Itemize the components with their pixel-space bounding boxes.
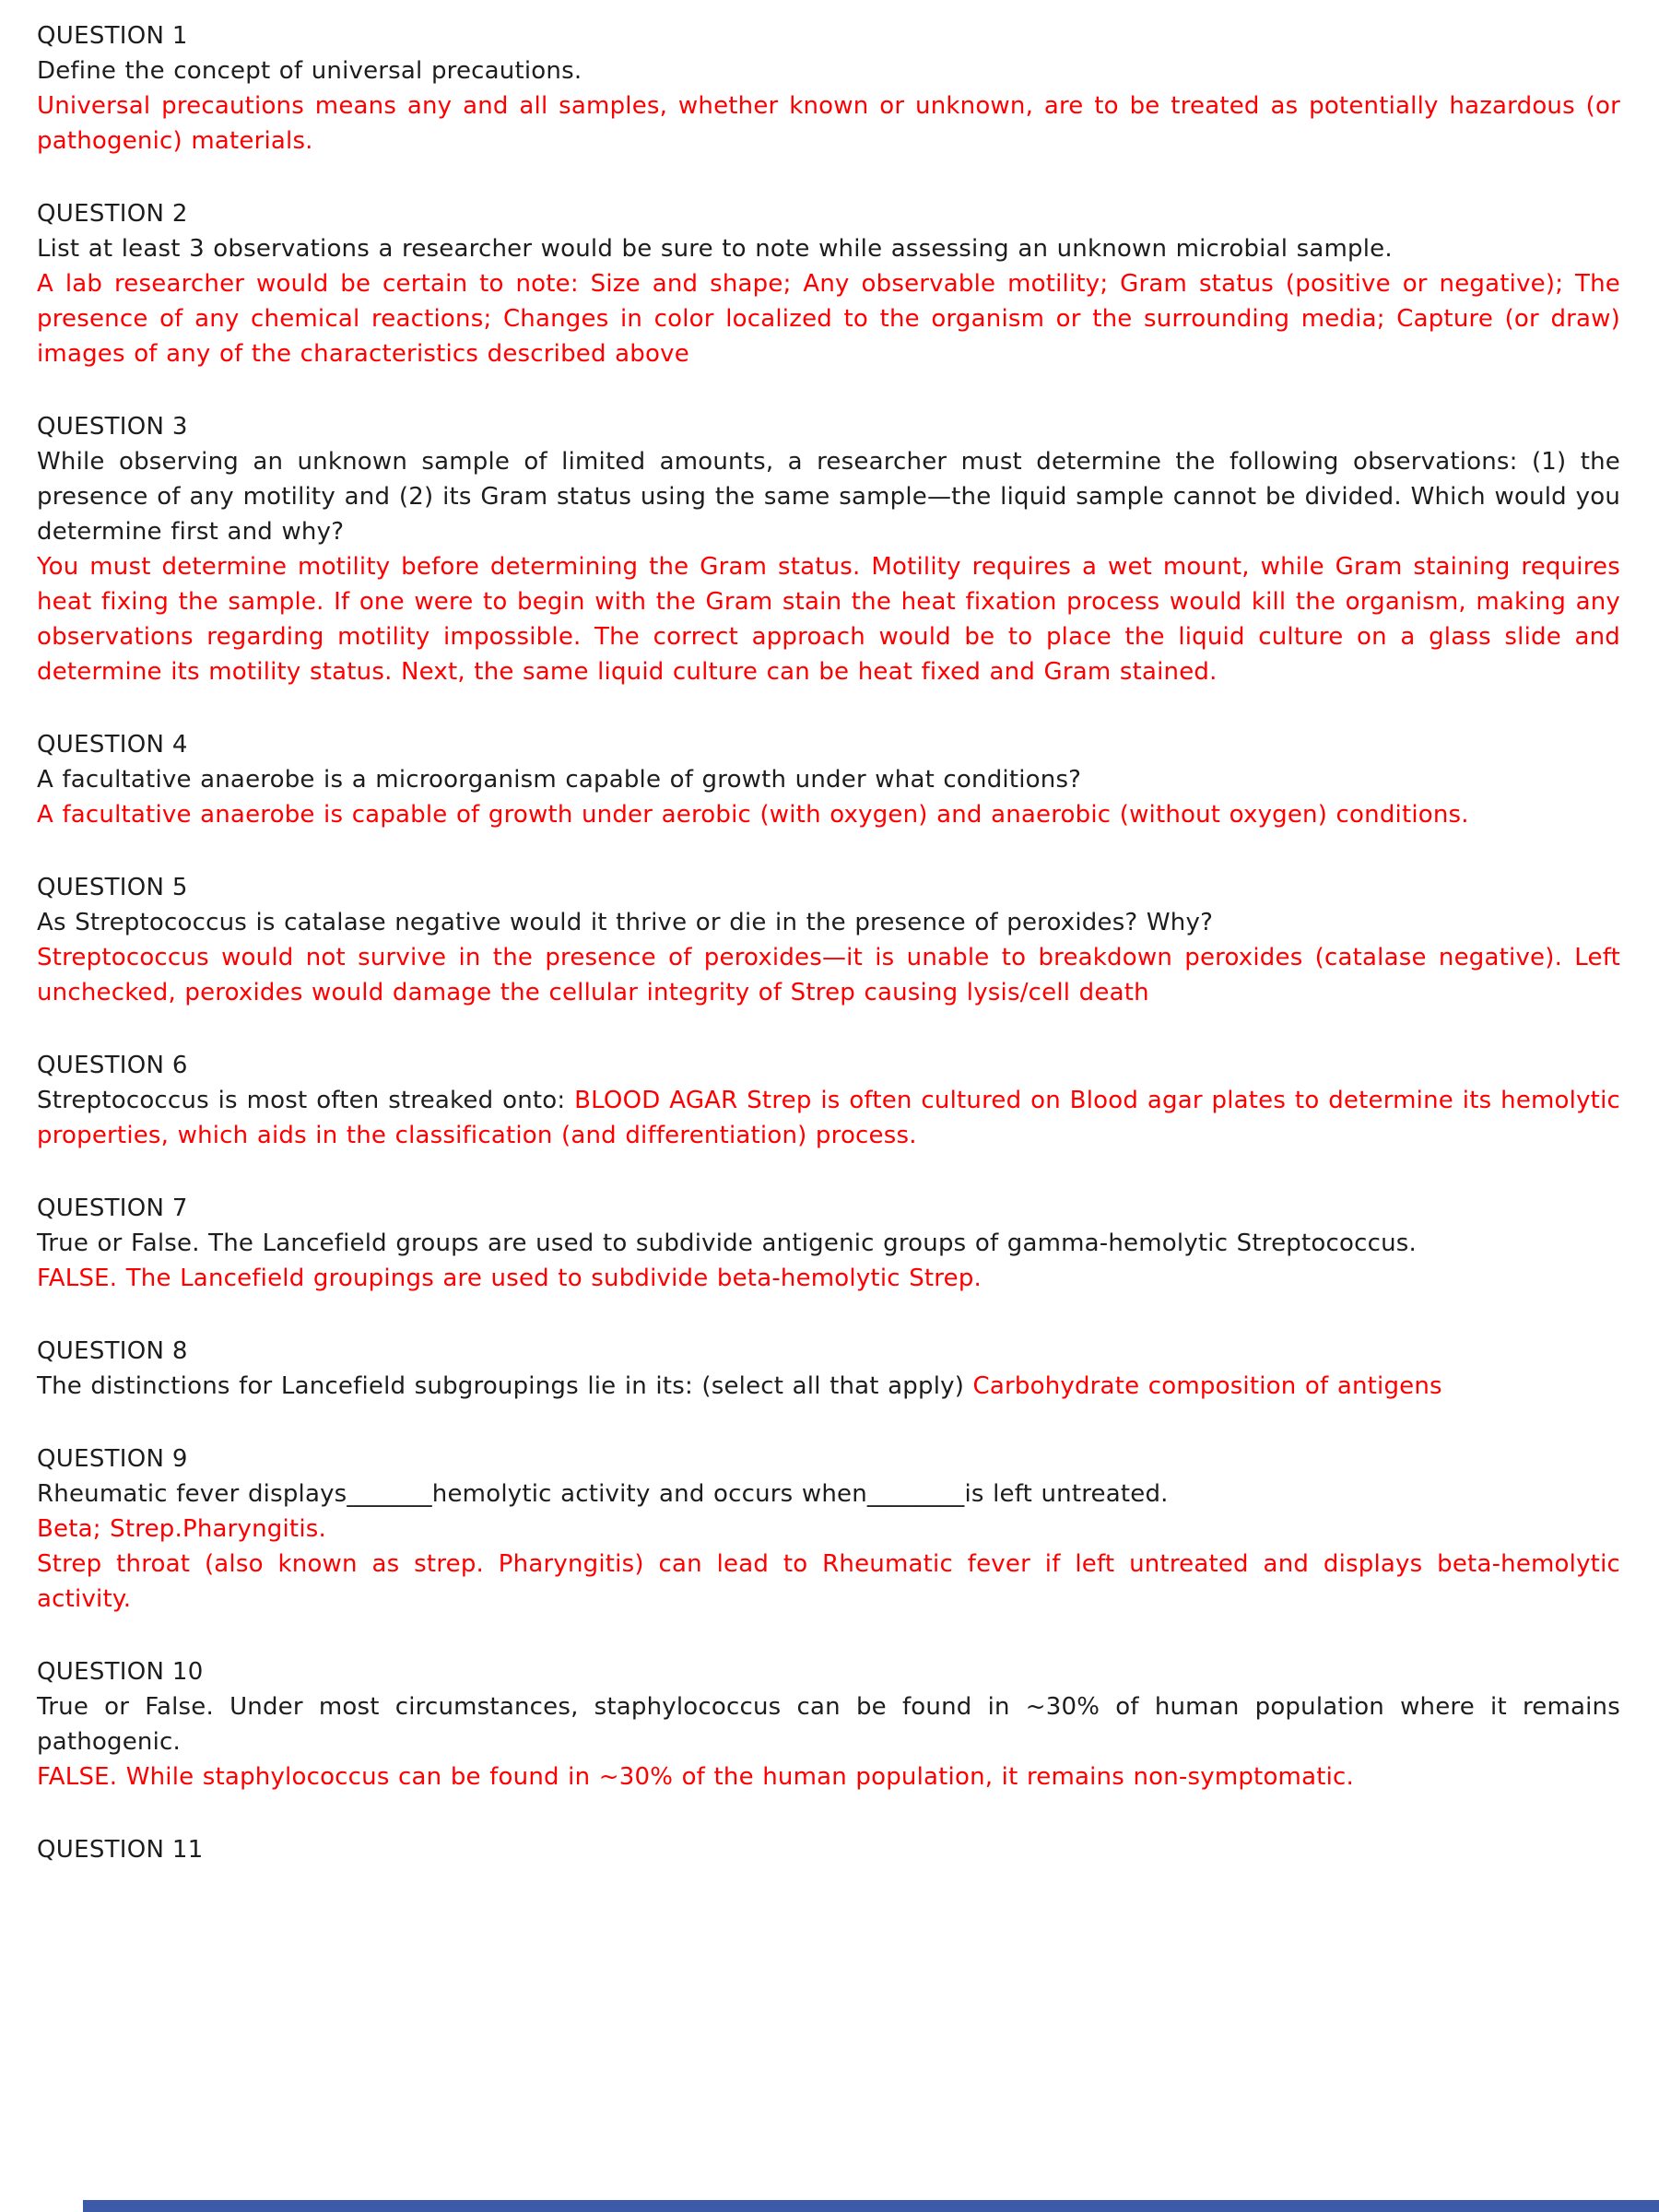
text-block [37, 1083, 1620, 1153]
question-label: QUESTION 11 [37, 1836, 204, 1864]
text-block [37, 549, 1620, 689]
question-text: A facultative anaerobe is a microorganism capable of growth under what conditions? [37, 766, 1082, 794]
answer-text: Strep throat (also known as strep. Pharyngitis) can lead to Rheumatic fever if left untreated and displays beta-hemolytic activity. [37, 1550, 1620, 1613]
answer-text: A lab researcher would be certain to note: Size and shape; Any observable motility; Gram status (positive or negative); The presence of any chemical reactions; Changes in color localized to the organism or the surrounding media; Capture (or draw) images of any of the characteristics described above [37, 270, 1620, 368]
question-section [37, 1441, 1620, 1617]
question-label: QUESTION 4 [37, 731, 188, 759]
question-section [37, 870, 1620, 1010]
question-label: QUESTION 6 [37, 1052, 188, 1079]
text-block [37, 797, 1620, 832]
text-block [37, 940, 1620, 1010]
text-block [37, 1689, 1620, 1759]
question-section [37, 409, 1620, 689]
question-label: QUESTION 3 [37, 413, 188, 441]
answer-text: FALSE. The Lancefield groupings are used to subdivide beta-hemolytic Strep. [37, 1265, 982, 1292]
question-section [37, 727, 1620, 832]
question-text: List at least 3 observations a researcher would be sure to note while assessing an unknown microbial sample. [37, 235, 1393, 263]
text-block [37, 1261, 1620, 1296]
text-block [37, 1759, 1620, 1794]
text-block [37, 905, 1620, 940]
question-text: Streptococcus is most often streaked onto: [37, 1087, 575, 1114]
text-block [37, 1369, 1620, 1404]
answer-text: Universal precautions means any and all samples, whether known or unknown, are to be treated as potentially hazardous (or pathogenic) materials. [37, 92, 1620, 155]
text-block [37, 266, 1620, 371]
question-text: Rheumatic fever displays_______hemolytic activity and occurs when________is left untreated. [37, 1480, 1169, 1508]
text-block [37, 53, 1620, 88]
text-block [37, 444, 1620, 549]
question-section [37, 1654, 1620, 1794]
question-section [37, 1334, 1620, 1404]
question-label: QUESTION 7 [37, 1194, 188, 1222]
question-section [37, 1832, 1620, 1867]
text-block [37, 1226, 1620, 1261]
text-block [37, 762, 1620, 797]
question-section [37, 1191, 1620, 1296]
bottom-blue-bar [83, 2200, 1659, 2212]
question-section [37, 1048, 1620, 1153]
question-label: QUESTION 5 [37, 874, 188, 901]
question-text: While observing an unknown sample of limited amounts, a researcher must determine the following observations: (1) the presence of any motility and (2) its Gram status using the same sample—the liquid sample cannot be divided. Which would you determine first and why? [37, 448, 1620, 546]
answer-text: Streptococcus would not survive in the presence of peroxides—it is unable to breakdown peroxides (catalase negative). Left unchecked, peroxides would damage the cellular integrity of Strep causing lysis/cell death [37, 944, 1620, 1006]
question-text: As Streptococcus is catalase negative would it thrive or die in the presence of peroxides? Why? [37, 909, 1214, 936]
question-text: The distinctions for Lancefield subgroupings lie in its: (select all that apply) [37, 1372, 973, 1400]
text-block [37, 1512, 1620, 1547]
answer-text: FALSE. While staphylococcus can be found in ~30% of the human population, it remains non-symptomatic. [37, 1763, 1354, 1791]
question-label: QUESTION 9 [37, 1445, 188, 1473]
question-section [37, 18, 1620, 159]
text-block [37, 1547, 1620, 1617]
question-label: QUESTION 1 [37, 22, 188, 50]
answer-text: You must determine motility before determining the Gram status. Motility requires a wet mount, while Gram staining requires heat fixing the sample. If one were to begin with the Gram stain the heat fixation process would kill the organism, making any observations regarding motility impossible. The correct approach would be to place the liquid culture on a glass slide and determine its motility status. Next, the same liquid culture can be heat fixed and Gram stained. [37, 553, 1620, 686]
text-block [37, 231, 1620, 266]
questions-container [37, 18, 1620, 1867]
question-text: True or False. The Lancefield groups are used to subdivide antigenic groups of gamma-hemolytic Streptococcus. [37, 1230, 1417, 1257]
answer-text: Beta; Strep.Pharyngitis. [37, 1515, 326, 1543]
question-text: Define the concept of universal precautions. [37, 57, 582, 85]
question-text: True or False. Under most circumstances, staphylococcus can be found in ~30% of human population where it remains pathogenic. [37, 1693, 1620, 1756]
question-label: QUESTION 2 [37, 200, 188, 228]
answer-text: Carbohydrate composition of antigens [972, 1372, 1442, 1400]
text-block [37, 88, 1620, 159]
question-label: QUESTION 8 [37, 1337, 188, 1365]
answer-text: BLOOD AGAR Strep is often cultured on Blood agar plates to determine its hemolytic properties, which aids in the classification (and differentiation) process. [37, 1087, 1620, 1149]
question-label: QUESTION 10 [37, 1658, 204, 1686]
question-section [37, 196, 1620, 371]
answer-text: A facultative anaerobe is capable of growth under aerobic (with oxygen) and anaerobic (without oxygen) conditions. [37, 801, 1469, 829]
text-block [37, 1477, 1620, 1512]
